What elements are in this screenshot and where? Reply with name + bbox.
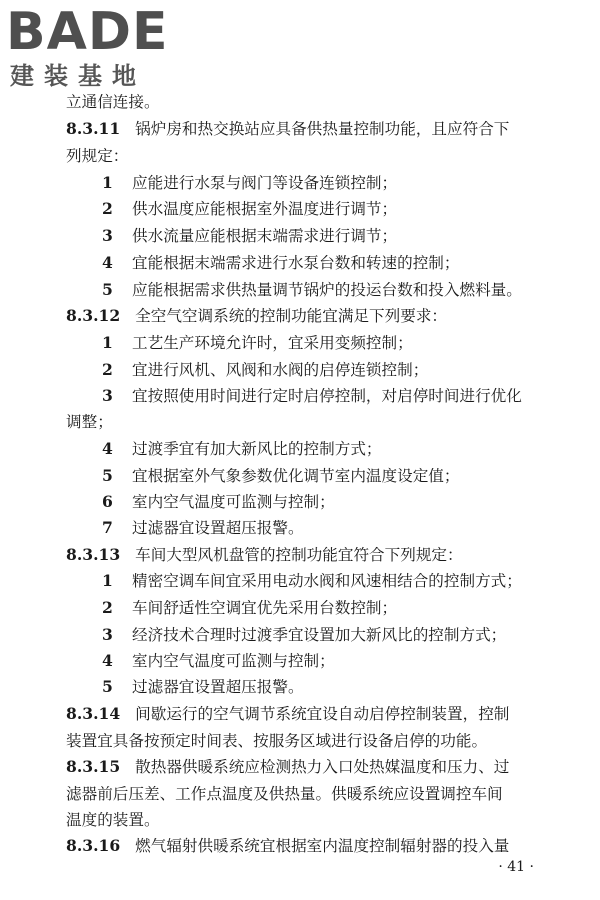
list-item: 3 供水流量应能根据末端需求进行调节； bbox=[102, 226, 398, 245]
list-item: 1 应能进行水泵与阀门等设备连锁控制； bbox=[102, 173, 398, 192]
clause-text: 锅炉房和热交换站应具备供热量控制功能，且应符合下 bbox=[135, 120, 510, 138]
clause-text: 车间大型风机盘管的控制功能宜符合下列规定： bbox=[135, 546, 463, 564]
clause-8-3-12 bbox=[66, 306, 600, 326]
clause-text: 燃气辐射供暖系统宜根据室内温度控制辐射器的投入量 bbox=[135, 837, 510, 855]
list-item: 1 精密空调车间宜采用电动水阀和风速相结合的控制方式； bbox=[102, 571, 522, 590]
text-line: 列规定： bbox=[66, 147, 129, 165]
clause-number: 8.3.16 bbox=[66, 836, 121, 855]
clause-8-3-11 bbox=[66, 119, 600, 139]
logo-subtitle: 建装基地 bbox=[10, 62, 146, 90]
list-item: 4 过渡季宜有加大新风比的控制方式； bbox=[102, 439, 382, 458]
clause-text: 间歇运行的空气调节系统宜设自动启停控制装置，控制 bbox=[135, 705, 510, 723]
clause-number: 8.3.11 bbox=[66, 119, 121, 138]
text-line: 调整； bbox=[66, 413, 113, 431]
list-item: 7 过滤器宜设置超压报警。 bbox=[102, 518, 304, 537]
clause-number: 8.3.15 bbox=[66, 757, 121, 776]
text-line: 温度的装置。 bbox=[66, 811, 160, 829]
logo-wordmark: BADE bbox=[6, 2, 169, 62]
list-item: 4 宜能根据末端需求进行水泵台数和转速的控制； bbox=[102, 253, 460, 272]
list-item: 4 室内空气温度可监测与控制； bbox=[102, 651, 335, 670]
list-item: 2 供水温度应能根据室外温度进行调节； bbox=[102, 199, 398, 218]
list-item: 1 工艺生产环境允许时，宜采用变频控制； bbox=[102, 333, 413, 352]
list-item: 3 宜按照使用时间进行定时启停控制，对启停时间进行优化 bbox=[102, 386, 522, 405]
clause-text: 散热器供暖系统应检测热力入口处热媒温度和压力、过 bbox=[135, 758, 510, 776]
list-item: 6 室内空气温度可监测与控制； bbox=[102, 492, 335, 511]
text-line: 装置宜具备按预定时间表、按服务区域进行设备启停的功能。 bbox=[66, 732, 488, 750]
clause-8-3-16 bbox=[66, 836, 600, 856]
text-line: 滤器前后压差、工作点温度及供热量。供暖系统应设置调控车间 bbox=[66, 785, 503, 803]
clause-number: 8.3.12 bbox=[66, 306, 121, 325]
clause-8-3-13 bbox=[66, 545, 600, 565]
text-line: 立通信连接。 bbox=[66, 93, 160, 111]
list-item: 3 经济技术合理时过渡季宜设置加大新风比的控制方式； bbox=[102, 625, 507, 644]
clause-8-3-14 bbox=[66, 704, 600, 724]
clause-number: 8.3.13 bbox=[66, 545, 121, 564]
list-item: 2 车间舒适性空调宜优先采用台数控制； bbox=[102, 598, 398, 617]
list-item: 5 宜根据室外气象参数优化调节室内温度设定值； bbox=[102, 466, 460, 485]
list-item: 2 宜进行风机、风阀和水阀的启停连锁控制； bbox=[102, 360, 429, 379]
clause-number: 8.3.14 bbox=[66, 704, 121, 723]
list-item: 5 过滤器宜设置超压报警。 bbox=[102, 677, 304, 696]
clause-text: 全空气空调系统的控制功能宜满足下列要求： bbox=[135, 307, 448, 325]
page-number: · 41 · bbox=[498, 859, 534, 875]
clause-8-3-15 bbox=[66, 757, 600, 777]
list-item: 5 应能根据需求供热量调节锅炉的投运台数和投入燃料量。 bbox=[102, 280, 522, 299]
